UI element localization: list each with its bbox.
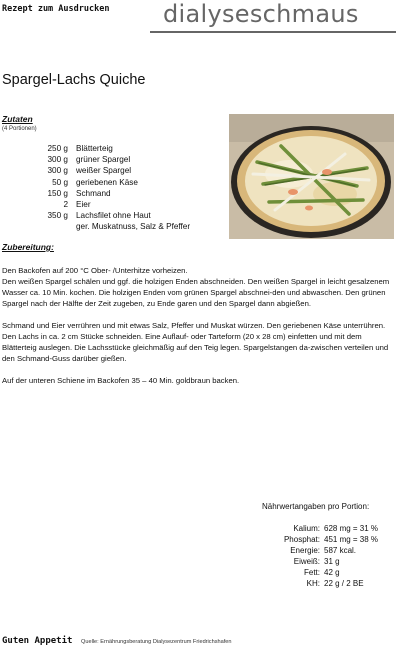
recipe-title: Spargel-Lachs Quiche [2, 72, 146, 88]
ingredient-row [10, 188, 190, 199]
nutrition-row [262, 545, 378, 556]
ingredient-row [10, 221, 190, 232]
ingredient-name: Lachsfilet ohne Haut [76, 211, 151, 221]
ingredient-amount: 350 g [47, 211, 68, 221]
ingredient-amount [10, 221, 68, 232]
nutrition-label: Phosphat: [283, 535, 320, 544]
ingredient-amount: 2 [63, 200, 68, 210]
step-paragraph: Schmand und Eier verrühren und mit etwas Salz, Pfeffer und Muskat würzen. Den geriebenen Käse unterrühren. Den Lachs in ca. 2 cm Stücke schneiden. Eine Auflauf- oder Tarteform (20 x 28 cm) einfetten und mit dem Blätterteig auslegen. Die Lachsstücke gleichmäßig auf den Teig legen. Spargelstangen da-zwischen verteilen und den Schmand-Guss darüber gießen. [2, 321, 389, 363]
ingredient-name: Schmand [76, 188, 111, 198]
nutrition-intro: Nährwertangaben pro Portion: [262, 502, 370, 511]
nutrition-row [262, 523, 378, 534]
ingredient-name: geriebenen Käse [76, 177, 138, 187]
ingredient-name: Eier [76, 200, 91, 210]
nutrition-row [262, 534, 378, 545]
footer-greeting: Guten Appetit [2, 636, 73, 646]
ingredient-amount: 300 g [47, 166, 68, 176]
ingredient-name: Blätterteig [76, 144, 113, 153]
quiche-photo [229, 114, 394, 239]
nutrition-row [262, 556, 378, 567]
preparation-steps [2, 265, 398, 397]
ingredient-name: grüner Spargel [76, 155, 131, 165]
portions-note: (4 Portionen) [2, 126, 37, 132]
nutrition-value: 22 g / 2 BE [324, 579, 364, 588]
nutrition-row [262, 578, 378, 589]
nutrition-label: Kalium: [293, 524, 320, 533]
nutrition-row [262, 567, 378, 578]
ingredient-name: weißer Spargel [76, 166, 132, 176]
step-paragraph: Den Backofen auf 200 °C Ober- /Unterhitze vorheizen. Den weißen Spargel schälen und ggf. die holzigen Enden abschneiden. Den weißen Spargel in leicht gesalzenem Wasser ca. 10 Min. kochen. Die holzigen Enden vom grünen Spargel abschnei-den und abwaschen. Den grünen Spargel nach der Hälfte der Zeit zugeben, zu Ende garen und den Spargel dann abgießen. [2, 266, 390, 308]
ingredients-list [10, 143, 190, 233]
ingredient-row [10, 177, 190, 188]
ingredient-name: ger. Muskatnuss, Salz & Pfeffer [76, 222, 191, 232]
nutrition-value: 628 mg = 31 % [324, 524, 379, 533]
ingredient-amount: 150 g [47, 188, 68, 198]
footer-source: Quelle: Ernährungsberatung Dialysezentrum Friedrichshafen [81, 639, 232, 645]
nutrition-value: 451 mg = 38 % [324, 535, 379, 544]
ingredient-amount: 50 g [52, 177, 68, 187]
ingredient-amount: 300 g [47, 155, 68, 165]
nutrition-box [262, 501, 378, 589]
ingredient-row [10, 165, 190, 176]
nutrition-value: 587 kcal. [324, 546, 357, 555]
preparation-heading: Zubereitung: [2, 242, 54, 252]
nutrition-value: 42 g [324, 568, 340, 577]
nutrition-label: Energie: [290, 546, 320, 555]
ingredient-amount: 250 g [47, 144, 68, 153]
print-recipe-label[interactable]: Rezept zum Ausdrucken [2, 4, 110, 14]
brand-underline [150, 31, 396, 33]
ingredient-row [10, 154, 190, 165]
brand-logo-text: dialyseschmaus [163, 0, 359, 28]
nutrition-label: Eiweiß: [293, 557, 320, 566]
ingredient-row [10, 199, 190, 210]
nutrition-value: 31 g [324, 557, 340, 566]
ingredient-row [10, 210, 190, 221]
ingredients-heading: Zutaten [2, 114, 33, 124]
nutrition-label: KH: [306, 579, 320, 588]
step-paragraph: Auf der unteren Schiene im Backofen 35 – 40 Min. goldbraun backen. [2, 376, 240, 385]
nutrition-label: Fett: [303, 568, 320, 577]
ingredient-row [10, 143, 190, 154]
